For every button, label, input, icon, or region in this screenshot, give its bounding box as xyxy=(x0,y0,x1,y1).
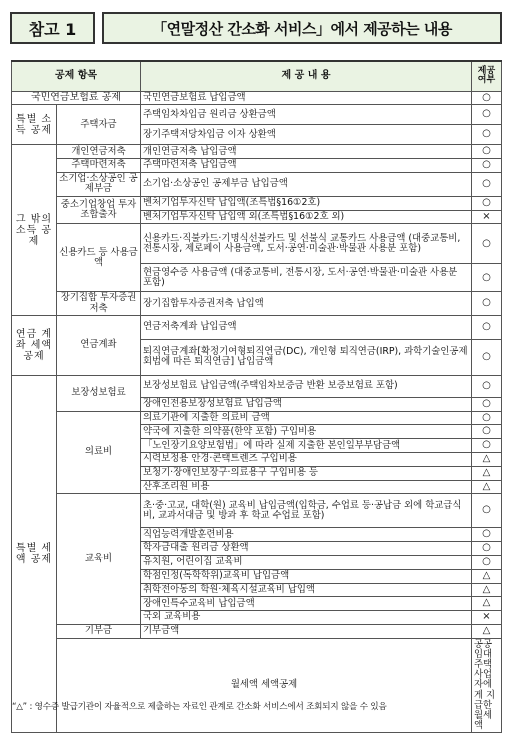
item-cell: 주택자금 xyxy=(57,105,141,145)
content-cell: 취학전아동의 학원·체육시설교육비 납입액 xyxy=(141,583,472,597)
mark-cell: ○ xyxy=(472,91,502,105)
mark-cell: ○ xyxy=(472,172,502,196)
category-cell: 특별 소득 공제 xyxy=(12,105,57,145)
mark-cell: ○ xyxy=(472,375,502,397)
category-cell: 연금 계좌 세액 공제 xyxy=(12,315,57,375)
mark-cell: ○ xyxy=(472,224,502,264)
item-cell: 중소기업창업 투자조합출자 xyxy=(57,196,141,224)
content-cell: 장애인특수교육비 납입금액 xyxy=(141,597,472,611)
reference-tag: 참고 1 xyxy=(10,12,95,44)
item-cell: 개인연금저축 xyxy=(57,145,141,159)
mark-cell: △ xyxy=(472,624,502,638)
item-cell: 의료비 xyxy=(57,411,141,494)
content-cell: 기부금액 xyxy=(141,624,472,638)
category-cell: 그 밖의 소득 공제 xyxy=(12,145,57,316)
mark-cell: ○ xyxy=(472,105,502,125)
category-cell: 특별 세액 공제 xyxy=(12,375,57,732)
content-cell: 현금영수증 사용금액 (대중교통비, 전통시장, 도서·공연·박물관·미술관 사용분 포함) xyxy=(141,264,472,292)
item-cell: 월세액 세액공제 xyxy=(57,638,472,732)
content-cell: 「노인장기요양보험법」에 따라 실제 지출한 본인일부부담금액 xyxy=(141,439,472,453)
content-cell: 초·중·고교, 대학(원) 교육비 납입금액(입학금, 수업료 등·공납금 외에 학교급식비, 교과서대금 및 방과 후 학교 수업료 포함) xyxy=(141,494,472,528)
mark-cell: ○ xyxy=(472,159,502,173)
mark-cell: ○ xyxy=(472,397,502,411)
content-cell: 학자금대출 원리금 상환액 xyxy=(141,542,472,556)
content-cell: 산후조리원 비용 xyxy=(141,480,472,494)
mark-cell: ○ xyxy=(472,145,502,159)
deduction-table xyxy=(11,60,502,733)
table-row xyxy=(12,105,502,125)
table-row xyxy=(12,196,502,210)
table-row xyxy=(12,292,502,315)
content-cell: 보장성보험료 납입금액(주택임차보증금 반환 보증보험료 포함) xyxy=(141,375,472,397)
mark-cell: ○ xyxy=(472,494,502,528)
mark-cell: △ xyxy=(472,466,502,480)
mark-cell: × xyxy=(472,210,502,224)
content-cell: 국외 교육비용 xyxy=(141,611,472,625)
item-cell: 기부금 xyxy=(57,624,141,638)
mark-cell: △ xyxy=(472,480,502,494)
content-cell: 의료기관에 지출한 의료비 금액 xyxy=(141,411,472,425)
content-cell: 시력보정용 안경·콘택트렌즈 구입비용 xyxy=(141,452,472,466)
mark-cell: ○ xyxy=(472,425,502,439)
table-header-row xyxy=(12,61,502,91)
table-row xyxy=(12,375,502,397)
content-cell: 학점인정(독학학위)교육비 납입금액 xyxy=(141,569,472,583)
mark-cell: ○ xyxy=(472,411,502,425)
content-cell: 벤처기업투자신탁 납입액 외(조특법§16①2호 외) xyxy=(141,210,472,224)
mark-cell: ○ xyxy=(472,125,502,145)
table-row xyxy=(12,494,502,528)
header-provided: 제공 여부 xyxy=(472,61,502,91)
content-cell: 주택마련저축 납입금액 xyxy=(141,159,472,173)
item-cell: 연금계좌 xyxy=(57,315,141,375)
header xyxy=(10,12,502,44)
mark-cell: ○ xyxy=(472,315,502,339)
table-row xyxy=(12,145,502,159)
table-row xyxy=(12,624,502,638)
content-cell: 퇴직연금계좌[확정기여형퇴직연금(DC), 개인형 퇴직연금(IRP), 과학기술인공제회법에 따른 퇴직연금] 납입금액 xyxy=(141,339,472,375)
table-row xyxy=(12,638,502,732)
content-cell: 공공임대주택사업자에게 지급한 월세액 xyxy=(472,638,502,732)
item-cell: 장기집합 투자증권저축 xyxy=(57,292,141,315)
mark-cell: ○ xyxy=(472,339,502,375)
mark-cell: ○ xyxy=(472,292,502,315)
content-cell: 보청기·장애인보장구·의료용구 구입비용 등 xyxy=(141,466,472,480)
content-cell: 연금저축계좌 납입금액 xyxy=(141,315,472,339)
mark-cell: ○ xyxy=(472,528,502,542)
mark-cell: △ xyxy=(472,583,502,597)
mark-cell: ○ xyxy=(472,542,502,556)
content-cell: 개인연금저축 납입금액 xyxy=(141,145,472,159)
mark-cell: × xyxy=(472,611,502,625)
mark-cell: △ xyxy=(472,569,502,583)
mark-cell: ○ xyxy=(472,196,502,210)
content-cell: 국민연금보험료 납입금액 xyxy=(141,91,472,105)
mark-cell: ○ xyxy=(472,439,502,453)
content-cell: 장기집합투자증권저축 납입액 xyxy=(141,292,472,315)
item-cell: 소기업·소상공인 공제부금 xyxy=(57,172,141,196)
content-cell: 유치원, 어린이집 교육비 xyxy=(141,555,472,569)
content-cell: 주택임차차입금 원리금 상환금액 xyxy=(141,105,472,125)
content-cell: 벤처기업투자신탁 납입액(조특법§16①2호) xyxy=(141,196,472,210)
table-row xyxy=(12,411,502,425)
item-cell: 국민연금보험료 공제 xyxy=(12,91,141,105)
table-row xyxy=(12,172,502,196)
header-deduction-item: 공제 항목 xyxy=(12,61,141,91)
footnote: “△” : 영수증 발급기관이 자율적으로 제출하는 자료인 관계로 간소화 서비스에서 조회되지 않을 수 있음 xyxy=(12,702,387,712)
item-cell: 주택마련저축 xyxy=(57,159,141,173)
content-cell: 직업능력개발훈련비용 xyxy=(141,528,472,542)
item-cell: 교육비 xyxy=(57,494,141,625)
content-cell: 약국에 지출한 의약품(한약 포함) 구입비용 xyxy=(141,425,472,439)
item-cell: 보장성보험료 xyxy=(57,375,141,411)
table-row xyxy=(12,91,502,105)
header-content: 제 공 내 용 xyxy=(141,61,472,91)
content-cell: 장애인전용보장성보험료 납입금액 xyxy=(141,397,472,411)
mark-cell: △ xyxy=(472,597,502,611)
table-row xyxy=(12,315,502,339)
page-title: 「연말정산 간소화 서비스」에서 제공하는 내용 xyxy=(102,12,502,44)
content-cell: 신용카드·직불카드·기명식선불카드 및 선불식 교통카드 사용금액 (대중교통비, 전통시장, 제로페이 사용금액, 도서·공연·미술관·박물관 사용분 포함) xyxy=(141,224,472,264)
item-cell: 신용카드 등 사용금액 xyxy=(57,224,141,292)
mark-cell: △ xyxy=(472,452,502,466)
table-row xyxy=(12,224,502,264)
content-cell: 소기업·소상공인 공제부금 납입금액 xyxy=(141,172,472,196)
mark-cell: ○ xyxy=(472,555,502,569)
mark-cell: ○ xyxy=(472,264,502,292)
table-row xyxy=(12,159,502,173)
content-cell: 장기주택저당차입금 이자 상환액 xyxy=(141,125,472,145)
